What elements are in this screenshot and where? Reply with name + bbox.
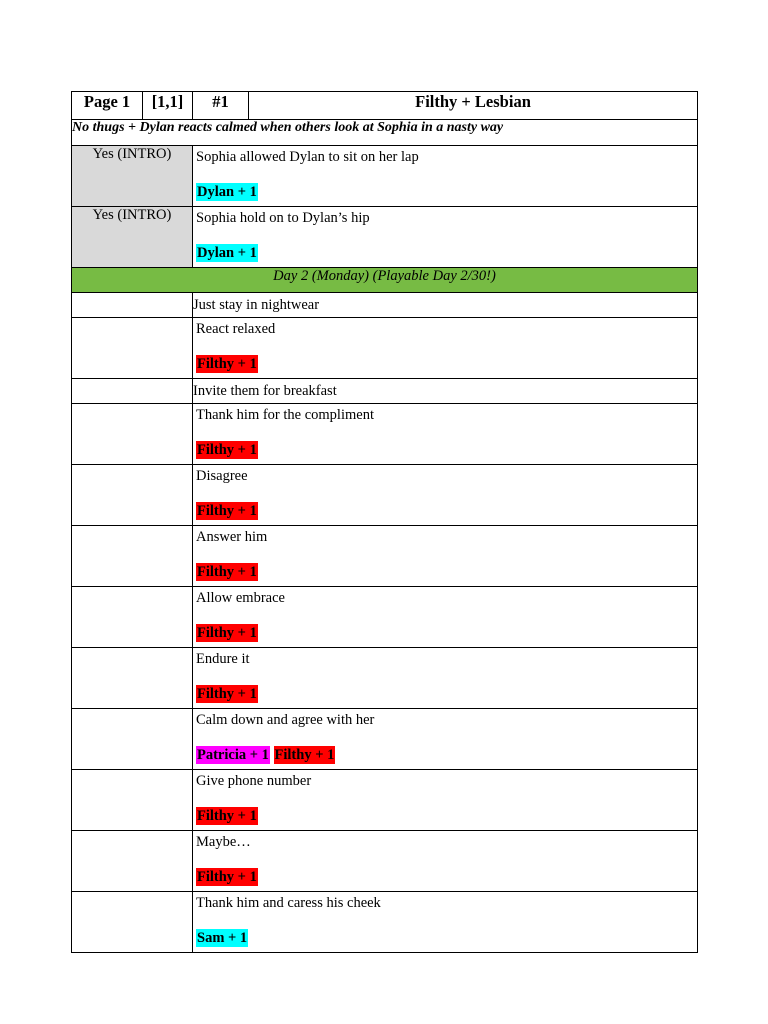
- tag-group: [196, 625, 258, 642]
- choice-row: [72, 709, 698, 770]
- choice-text: Invite them for breakfast: [193, 382, 337, 399]
- tag-group: [196, 184, 258, 201]
- tag-group: [196, 356, 258, 373]
- condition-cell: Yes (INTRO): [72, 207, 193, 268]
- stat-tag: Filthy + 1: [197, 564, 257, 580]
- tag-group: [196, 930, 248, 947]
- condition-cell: [72, 379, 193, 404]
- tag-group: [196, 686, 258, 703]
- entry-number: #1: [193, 92, 249, 120]
- route-note: No thugs + Dylan reacts calmed when others look at Sophia in a nasty way: [72, 120, 698, 146]
- page-label: Page 1: [72, 92, 143, 120]
- tag-group: [196, 245, 258, 262]
- choice-row: [72, 293, 698, 318]
- stat-tag: Filthy + 1: [197, 808, 257, 824]
- choice-row: [72, 465, 698, 526]
- walkthrough-table: [71, 91, 698, 953]
- choice-cell: [193, 379, 698, 404]
- condition-cell: Yes (INTRO): [72, 146, 193, 207]
- choice-row: [72, 587, 698, 648]
- condition-cell: [72, 404, 193, 465]
- day-header: Day 2 (Monday) (Playable Day 2/30!): [72, 268, 698, 293]
- choice-cell: [193, 587, 698, 648]
- choice-text: Thank him for the compliment: [196, 407, 374, 423]
- stat-tag: Filthy + 1: [197, 503, 257, 519]
- stat-tag: Filthy + 1: [197, 356, 257, 372]
- choice-text: Sophia hold on to Dylan’s hip: [196, 210, 370, 226]
- intro-row: [72, 207, 698, 268]
- condition-cell: [72, 526, 193, 587]
- choice-row: [72, 526, 698, 587]
- route-title: Filthy + Lesbian: [249, 92, 698, 120]
- choice-text: Endure it: [196, 651, 250, 667]
- choice-cell: [193, 318, 698, 379]
- choice-text: Maybe…: [196, 834, 251, 850]
- choice-text: Calm down and agree with her: [196, 712, 375, 728]
- choice-text: Disagree: [196, 468, 248, 484]
- tag-group: [196, 442, 258, 459]
- condition-cell: [72, 709, 193, 770]
- stat-tag: Sam + 1: [197, 930, 248, 946]
- intro-row: [72, 146, 698, 207]
- choice-row: [72, 379, 698, 404]
- choice-row: [72, 831, 698, 892]
- choice-text: Give phone number: [196, 773, 312, 789]
- tag-group: [196, 503, 258, 520]
- choice-cell: [193, 465, 698, 526]
- stat-tag: Filthy + 1: [274, 747, 335, 763]
- condition-cell: [72, 587, 193, 648]
- choice-text: Allow embrace: [196, 590, 285, 606]
- stat-tag: Filthy + 1: [197, 686, 257, 702]
- choice-cell: [193, 770, 698, 831]
- choice-text: Answer him: [196, 529, 268, 545]
- choice-row: [72, 892, 698, 953]
- choice-text: Sophia allowed Dylan to sit on her lap: [196, 149, 419, 165]
- stat-tag: Filthy + 1: [197, 869, 257, 885]
- choice-cell: [193, 526, 698, 587]
- note-row: [72, 120, 698, 146]
- choice-cell: [193, 648, 698, 709]
- condition-cell: [72, 648, 193, 709]
- choice-cell: [193, 207, 698, 268]
- header-row: [72, 92, 698, 120]
- condition-cell: [72, 318, 193, 379]
- tag-group: [196, 808, 258, 825]
- choice-cell: [193, 146, 698, 207]
- choice-cell: [193, 404, 698, 465]
- condition-cell: [72, 831, 193, 892]
- condition-cell: [72, 770, 193, 831]
- stat-tag: Filthy + 1: [197, 442, 257, 458]
- choice-row: [72, 404, 698, 465]
- choice-cell: [193, 892, 698, 953]
- tag-group: [196, 747, 335, 764]
- stat-tag: Patricia + 1: [197, 747, 269, 763]
- choice-text: React relaxed: [196, 321, 276, 337]
- choice-cell: [193, 709, 698, 770]
- stat-tag: Dylan + 1: [197, 245, 257, 261]
- coordinate-label: [1,1]: [143, 92, 193, 120]
- stat-tag: Filthy + 1: [197, 625, 257, 641]
- choice-cell: [193, 831, 698, 892]
- condition-cell: [72, 892, 193, 953]
- choice-text: Thank him and caress his cheek: [196, 895, 381, 911]
- stat-tag: Dylan + 1: [197, 184, 257, 200]
- tag-group: [196, 564, 258, 581]
- choice-cell: [193, 293, 698, 318]
- day-row: [72, 268, 698, 293]
- choice-row: [72, 770, 698, 831]
- tag-group: [196, 869, 258, 886]
- choice-text: Just stay in nightwear: [193, 296, 320, 313]
- choice-row: [72, 648, 698, 709]
- condition-cell: [72, 293, 193, 318]
- condition-cell: [72, 465, 193, 526]
- choice-row: [72, 318, 698, 379]
